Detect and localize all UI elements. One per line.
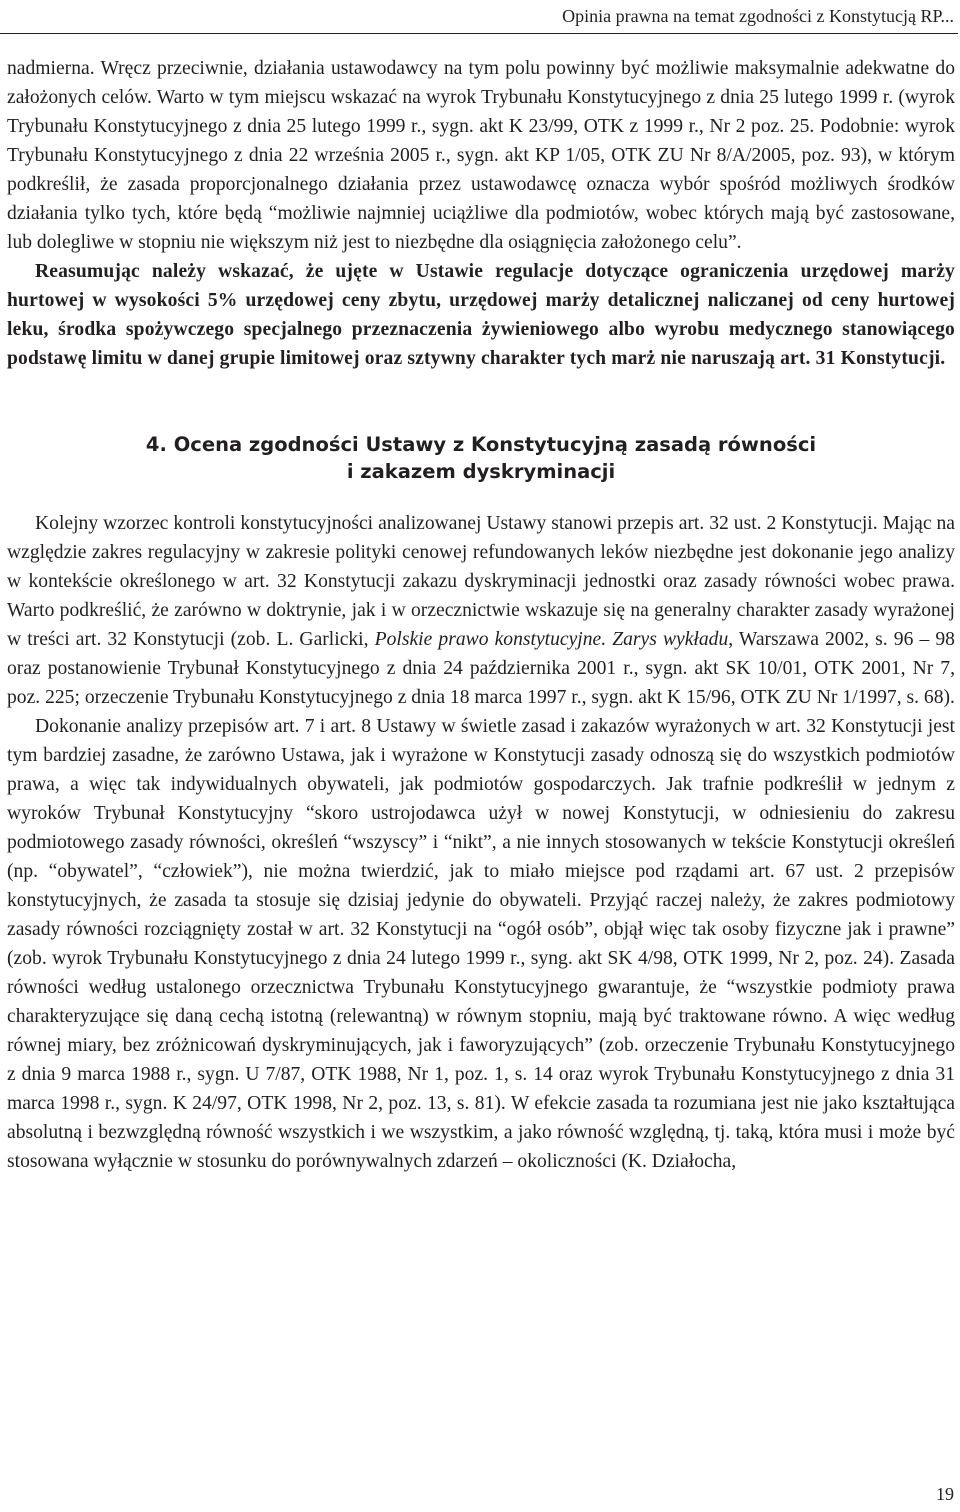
section-number: 4. bbox=[145, 433, 167, 456]
paragraph-art32-intro bbox=[7, 509, 955, 712]
paragraph-art32-text-b: , Warszawa 2002, s. 96 – 98 oraz postanowienie Trybunał Konstytucyjnego z dnia 24 października 2001 r., sygn. akt SK 10/01, OTK 2001, Nr 7, poz. 225; orzeczenie Trybunału Konstytucyjnego z dnia 18 marca 1997 r., sygn. akt K 15/96, OTK ZU Nr 1/1997, s. 68). bbox=[7, 629, 955, 708]
page-number: 19 bbox=[936, 1484, 954, 1504]
body-text bbox=[7, 54, 955, 1176]
section-title-line2: i zakazem dyskryminacji bbox=[346, 460, 616, 483]
section-title-line1: Ocena zgodności Ustawy z Konstytucyjną zasadą równości bbox=[173, 433, 817, 456]
section-heading bbox=[7, 431, 955, 485]
paragraph-conclusion-art31: Reasumując należy wskazać, że ujęte w Ustawie regulacje dotyczące ograniczenia urzędowej marży hurtowej w wysokości 5% urzędowej ceny zbytu, urzędowej marży detalicznej naliczanej od ceny hurtowej leku, środka spożywczego specjalnego przeznaczenia żywieniowego albo wyrobu medycznego stanowiącego podstawę limitu w danej grupie limitowej oraz sztywny charakter tych marż nie naruszają art. 31 Konstytucji. bbox=[7, 261, 955, 369]
paragraph-art32-text-a: Kolejny wzorzec kontroli konstytucyjności analizowanej Ustawy stanowi przepis art. 32 ust. 2 Konstytucji. Mając na względzie zakres regulacyjny w zakresie polityki cenowej refundowanych leków niezbędne jest dokonanie jego analizy w kontekście określonego w art. 32 Konstytucji zakazu dyskryminacji jednostki oraz zasady równości wobec prawa. Warto podkreślić, że zarówno w doktrynie, jak i w orzecznictwie wskazuje się na generalny charakter zasady wyrażonej w treści art. 32 Konstytucji (zob. L. Garlicki, bbox=[7, 513, 955, 650]
running-header bbox=[0, 0, 958, 34]
cited-work-title: Polskie prawo konstytucyjne. Zarys wykładu bbox=[374, 629, 729, 650]
paragraph-proportionality: nadmierna. Wręcz przeciwnie, działania ustawodawcy na tym polu powinny być możliwie maksymalnie adekwatne do założonych celów. Warto w tym miejscu wskazać na wyrok Trybunału Konstytucyjnego z dnia 25 lutego 1999 r. (wyrok Trybunału Konstytucyjnego z dnia 25 lutego 1999 r., sygn. akt K 23/99, OTK z 1999 r., Nr 2 poz. 25. Podobnie: wyrok Trybunału Konstytucyjnego z dnia 22 września 2005 r., sygn. akt KP 1/05, OTK ZU Nr 8/A/2005, poz. 93), w którym podkreślił, że zasada proporcjonalnego działania przez ustawodawcę oznacza wybór spośród możliwych środków działania tylko tych, które będą “możliwie najmniej uciążliwe dla podmiotów, wobec których mają być zastosowane, lub dolegliwe w stopniu nie większym niż jest to niezbędne dla osiągnięcia założonego celu”. bbox=[7, 58, 955, 253]
section-heading-line1 bbox=[7, 431, 955, 458]
running-title: Opinia prawna na temat zgodności z Konstytucją RP... bbox=[562, 6, 954, 26]
paragraph-equality-analysis: Dokonanie analizy przepisów art. 7 i art. 8 Ustawy w świetle zasad i zakazów wyrażonych w art. 32 Konstytucji jest tym bardziej zasadne, że zarówno Ustawa, jak i wyrażone w Konstytucji zasady odnoszą się do wszystkich podmiotów prawa, a więc tak indywidualnych obywateli, jak podmiotów gospodarczych. Jak trafnie podkreślił w jednym z wyroków Trybunał Konstytucyjny “skoro ustrojodawca użył w nowej Konstytucji, w odniesieniu do zakresu podmiotowego zasady równości, określeń “wszyscy” i “nikt”, a nie innych stosowanych w tekście Konstytucji określeń (np. “obywatel”, “człowiek”), nie można twierdzić, jak to miało miejsce pod rządami art. 67 ust. 2 przepisów konstytucyjnych, że zasada ta stosuje się dzisiaj jedynie do obywateli. Przyjąć raczej należy, że zakres podmiotowy zasady równości rozciągnięty został w art. 32 Konstytucji na “ogół osób”, objął więc tak osoby fizyczne jak i prawne” (zob. wyrok Trybunału Konstytucyjnego z dnia 24 lutego 1999 r., syng. akt SK 4/98, OTK 1999, Nr 2, poz. 24). Zasada równości według ustalonego orzecznictwa Trybunału Konstytucyjnego gwarantuje, że “wszystkie podmioty prawa charakteryzujące się daną cechą istotną (relewantną) w równym stopniu, mają być traktowane równo. A więc według równej miary, bez zróżnicowań dyskryminujących, jak i faworyzujących” (zob. orzeczenie Trybunału Konstytucyjnego z dnia 9 marca 1988 r., sygn. U 7/87, OTK 1988, Nr 1, poz. 1, s. 14 oraz wyrok Trybunału Konstytucyjnego z dnia 31 marca 1998 r., sygn. K 24/97, OTK 1998, Nr 2, poz. 13, s. 81). W efekcie zasada ta rozumiana jest nie jako kształtująca absolutną i bezwzględną równość wszystkich i we wszystkim, a jako równość względną, tj. taką, która musi i może być stosowana wyłącznie w stosunku do porównywalnych zdarzeń – okoliczności (K. Działocha, bbox=[7, 716, 955, 1172]
